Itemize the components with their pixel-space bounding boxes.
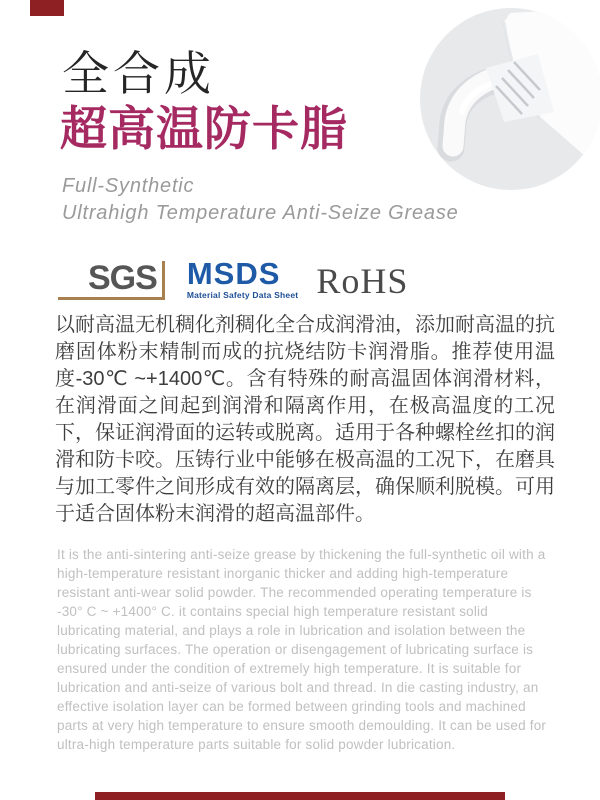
grease-tube-icon bbox=[420, 8, 600, 190]
subtitle-line1: Full-Synthetic bbox=[62, 175, 195, 197]
msds-logo bbox=[186, 256, 299, 300]
subtitle-en bbox=[62, 173, 459, 227]
page-title-cn: 全合成 bbox=[62, 47, 215, 100]
msds-logo-subtext: Material Safety Data Sheet bbox=[186, 290, 299, 300]
top-red-banner-fragment bbox=[30, 0, 64, 16]
msds-logo-text: MSDS bbox=[186, 256, 281, 291]
certification-logos bbox=[58, 250, 408, 302]
product-photo bbox=[420, 8, 600, 190]
rohs-logo: RoHS bbox=[316, 261, 409, 301]
sgs-logo: SGS bbox=[58, 261, 165, 300]
description-chinese: 以耐高温无机稠化剂稠化全合成润滑油，添加耐高温的抗磨固体粉末精制而成的抗烧结防卡润滑脂。推荐使用温度-30℃ ~+1400℃。含有特殊的耐高温固体润滑材料，在润滑面之间起到润滑和隔离作用，在极高温度的工况下，保证润滑面的运转或脱离。适用于各种螺栓丝扣的润滑和防卡咬。压铸行业中能够在极高温的工况下，在磨具与加工零件之间形成有效的隔离层，确保顺利脱模。可用于适合固体粉末润滑的超高温部件。 bbox=[55, 314, 555, 525]
page-title-accent-cn: 超高温防卡脂 bbox=[60, 102, 348, 155]
bottom-red-banner-fragment bbox=[95, 792, 505, 800]
subtitle-line2: Ultrahigh Temperature Anti-Seize Grease bbox=[62, 202, 459, 224]
description-english: It is the anti-sintering anti-seize grease by thickening the full-synthetic oil with a high-temperature resistant inorganic thicker and adding high-temperature resistant anti-wear solid powder. The recommended operating temperature is -30° C ~ +1400° C. it contains special high temperature resistant solid lubricating material, and plays a role in lubrication and isolation between the lubricating surfaces. The operation or disengagement of lubricating surface is ensured under the condition of extremely high temperature. It is suitable for lubrication and anti-seize of various bolt and thread. In die casting industry, an effective isolation layer can be formed between grinding tools and machined parts at very high temperature to ensure smooth demoulding. It can be used for ultra-high temperature parts suitable for solid powder lubrication. bbox=[57, 547, 547, 752]
